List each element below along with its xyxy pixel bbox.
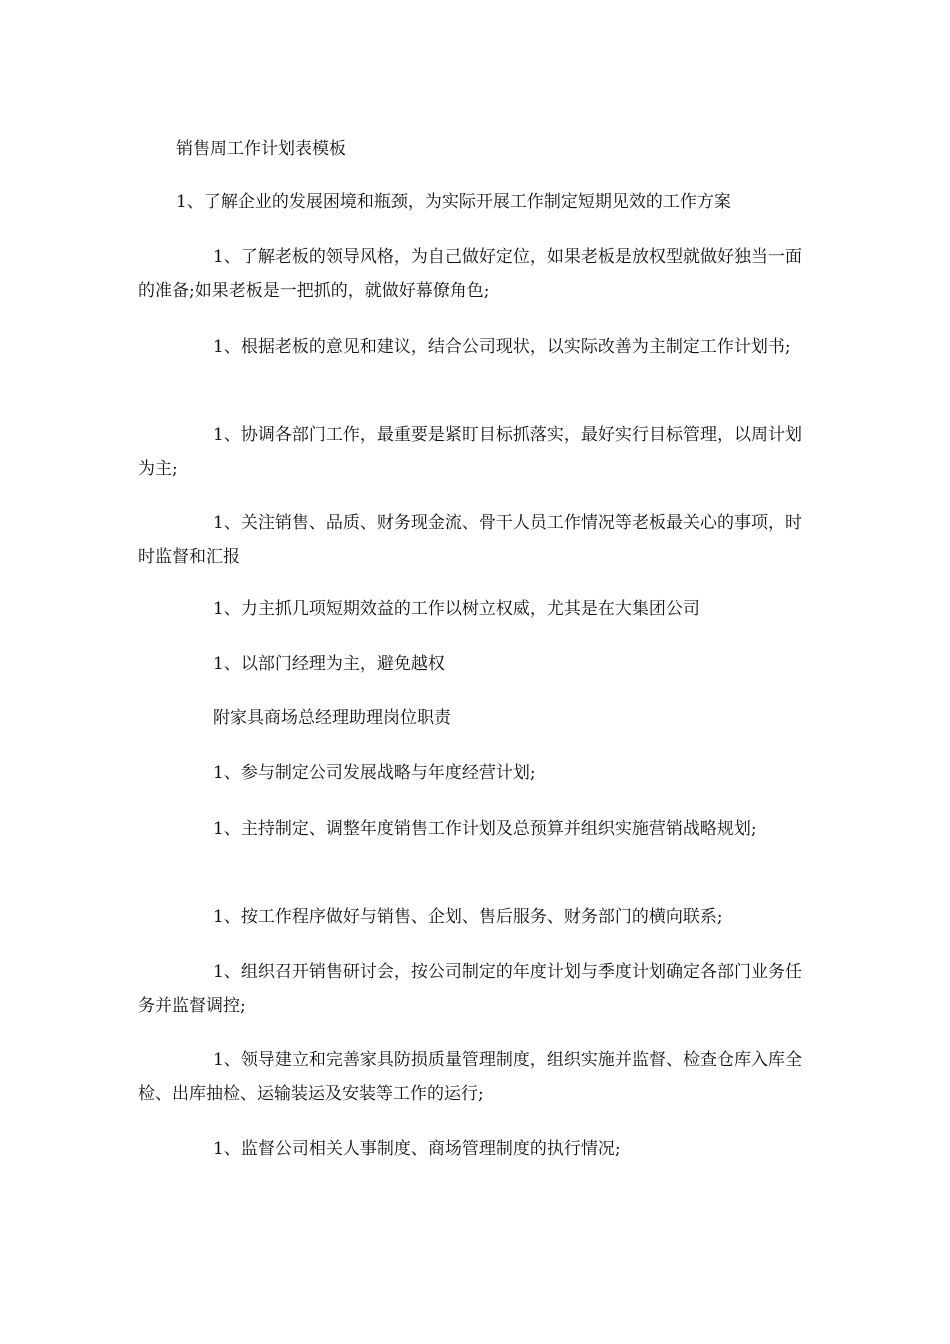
section-title: 附家具商场总经理助理岗位职责 — [213, 708, 451, 728]
list-item: 1、了解老板的领导风格，为自己做好定位，如果老板是放权型就做好独当一面的准备;如果老板是一把抓的，就做好幕僚角色; — [138, 247, 802, 301]
list-item: 1、按工作程序做好与销售、企划、售后服务、财务部门的横向联系; — [213, 907, 723, 927]
list-item: 1、主持制定、调整年度销售工作计划及总预算并组织实施营销战略规划; — [213, 819, 757, 839]
list-item: 1、领导建立和完善家具防损质量管理制度，组织实施并监督、检查仓库入库全检、出库抽检、运输装运及安装等工作的运行; — [138, 1050, 802, 1104]
list-item: 1、参与制定公司发展战略与年度经营计划; — [213, 763, 536, 783]
list-item: 1、力主抓几项短期效益的工作以树立权威，尤其是在大集团公司 — [213, 599, 700, 619]
list-item: 1、根据老板的意见和建议，结合公司现状，以实际改善为主制定工作计划书; — [213, 337, 791, 357]
list-item: 1、组织召开销售研讨会，按公司制定的年度计划与季度计划确定各部门业务任务并监督调控; — [138, 962, 802, 1016]
heading-1: 1、了解企业的发展困境和瓶颈，为实际开展工作制定短期见效的工作方案 — [176, 192, 731, 212]
list-item: 1、以部门经理为主，避免越权 — [213, 654, 445, 674]
list-item: 1、监督公司相关人事制度、商场管理制度的执行情况; — [213, 1139, 621, 1159]
list-item: 1、关注销售、品质、财务现金流、骨干人员工作情况等老板最关心的事项，时时监督和汇报 — [138, 513, 802, 567]
list-item: 1、协调各部门工作，最重要是紧盯目标抓落实，最好实行目标管理，以周计划为主; — [138, 425, 802, 479]
document-title: 销售周工作计划表模板 — [176, 139, 346, 159]
